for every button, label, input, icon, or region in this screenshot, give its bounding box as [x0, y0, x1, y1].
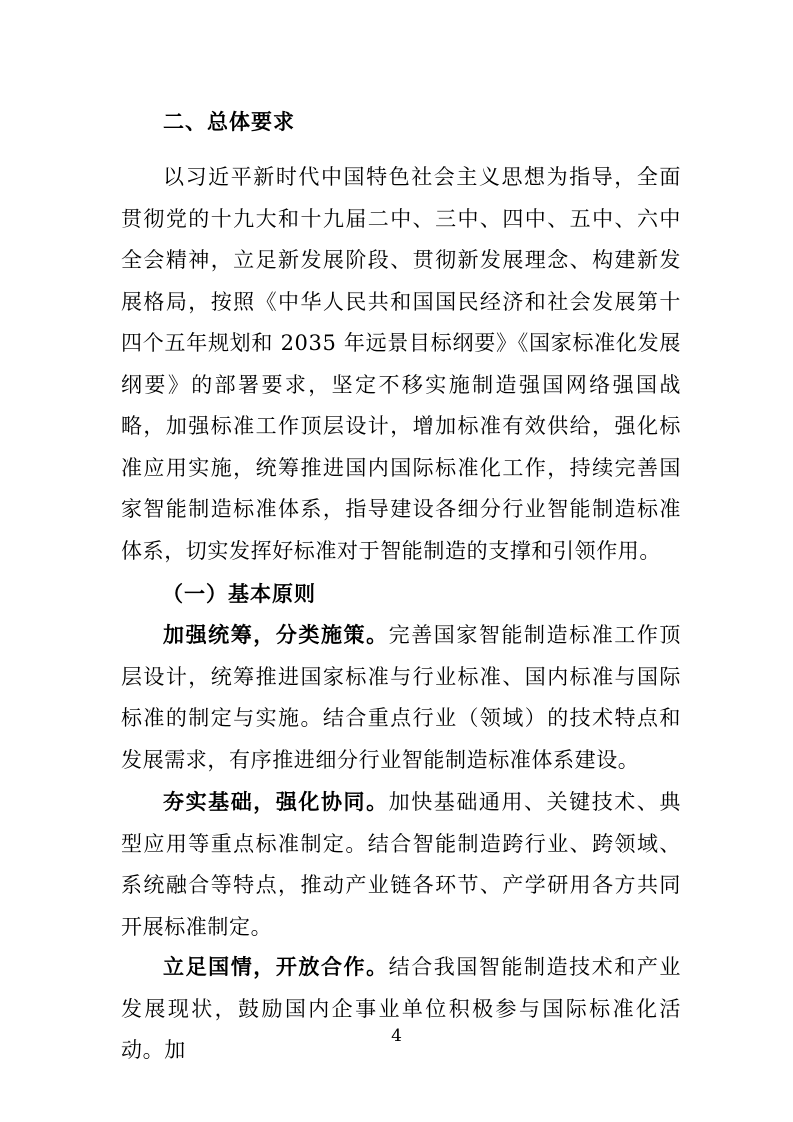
principle-lead-1: 加强统筹，分类施策。 [163, 623, 389, 647]
subsection-heading: （一）基本原则 [162, 582, 316, 606]
page-number: 4 [391, 1026, 402, 1046]
principle-text-2: 加快基础通用、关键技术、典型应用等重点标准制定。结合智能制造跨行业、跨领域、系统融合等特点，推动产业链各环节、产学研用各方共同开展标准制定。 [121, 790, 681, 939]
principle-paragraph-2 [121, 782, 681, 948]
intro-paragraph: 以习近平新时代中国特色社会主义思想为指导，全面贯彻党的十九大和十九届二中、三中、四中、五中、六中全会精神，立足新发展阶段、贯彻新发展理念、构建新发展格局，按照《中华人民共和国国民经济和社会发展第十四个五年规划和 2035 年远景目标纲要》《国家标准化发展纲要》的部署要求，坚定不移实施制造强国网络强国战略，加强标准工作顶层设计，增加标准有效供给，强化标准应用实施，统筹推进国内国际标准化工作，持续完善国家智能制造标准体系，指导建设各细分行业智能制造标准体系，切实发挥好标准对于智能制造的支撑和引领作用。 [121, 165, 681, 563]
principle-paragraph-1 [121, 615, 681, 781]
principle-lead-3: 立足国情，开放合作。 [163, 955, 389, 979]
principle-paragraph-3 [121, 947, 681, 1072]
section-heading: 二、总体要求 [163, 110, 295, 134]
principle-text-1: 完善国家智能制造标准工作顶层设计，统筹推进国家标准与行业标准、国内标准与国际标准的制定与实施。结合重点行业（领域）的技术特点和发展需求，有序推进细分行业智能制造标准体系建设。 [121, 623, 681, 772]
principle-text-3: 结合我国智能制造技术和产业发展现状，鼓励国内企事业单位积极参与国际标准化活动。加 [121, 955, 681, 1062]
principle-lead-2: 夯实基础，强化协同。 [163, 790, 389, 814]
